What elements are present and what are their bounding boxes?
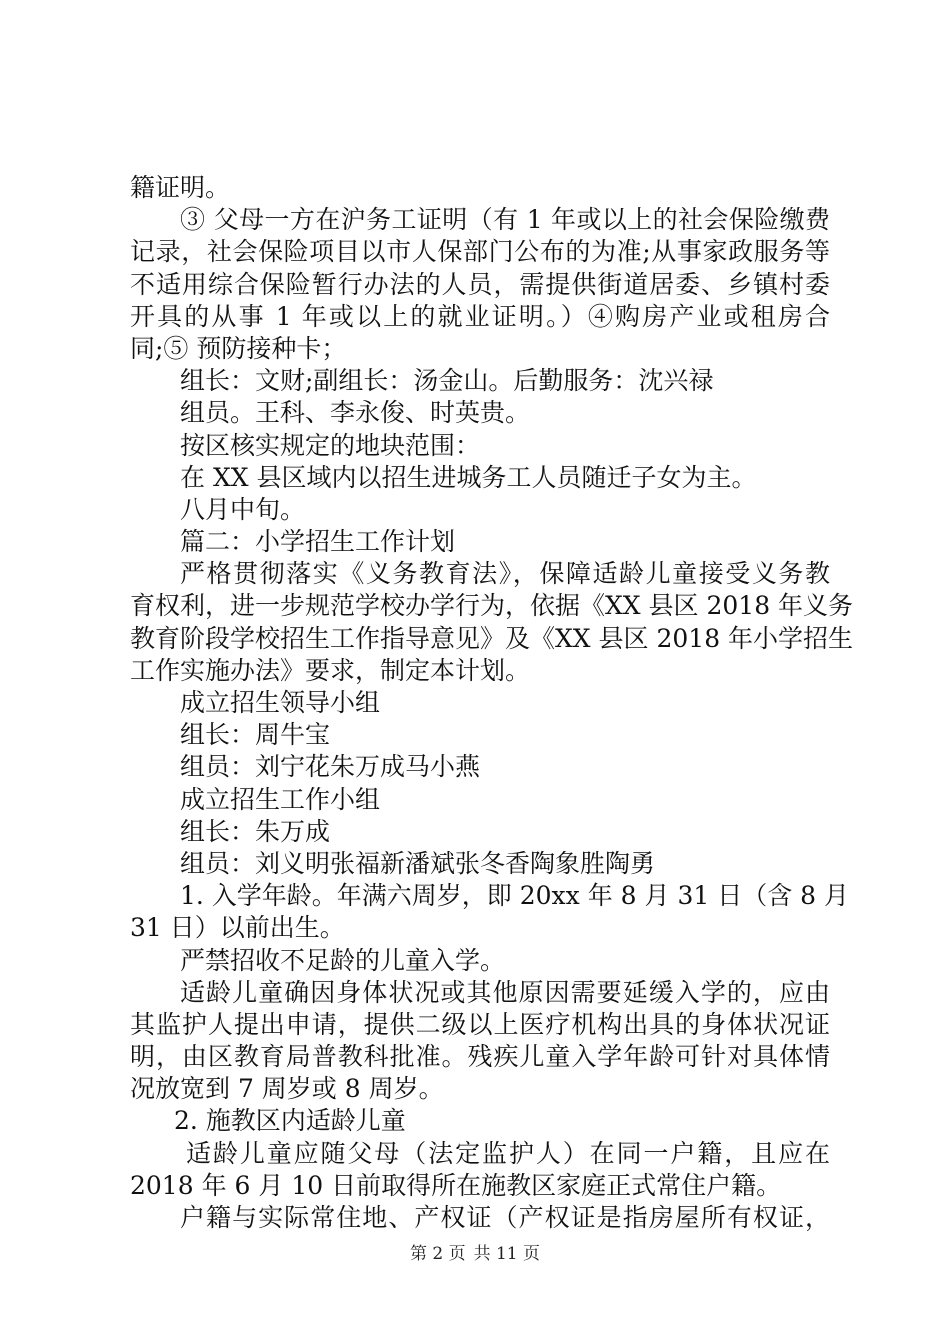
text-line: 2018 年 6 月 10 日前取得所在施教区家庭正式常住户籍。 <box>130 1170 782 1200</box>
text-line: 况放宽到 7 周岁或 8 周岁。 <box>130 1074 444 1104</box>
text-line: 2. 施教区内适龄儿童 <box>174 1106 406 1136</box>
text-line: 不适用综合保险暂行办法的人员，需提供街道居委、乡镇村委 <box>130 269 830 299</box>
page-total: 共 11 页 <box>473 1244 541 1264</box>
text-line: 户籍与实际常住地、产权证（产权证是指房屋所有权证， <box>180 1203 830 1232</box>
text-line: 适龄儿童确因身体状况或其他原因需要延缓入学的，应由 <box>180 977 830 1007</box>
document-body <box>130 172 854 1234</box>
text-line: 组员。王科、李永俊、时英贵。 <box>180 398 531 428</box>
text-line: 育权利，进一步规范学校办学行为，依据《XX 县区 2018 年义务 <box>130 591 854 621</box>
text-line: 严禁招收不足龄的儿童入学。 <box>180 945 506 975</box>
text-line: ③ 父母一方在沪务工证明（有 1 年或以上的社会保险缴费 <box>180 205 830 235</box>
text-line: 成立招生工作小组 <box>180 784 381 814</box>
text-line: 适龄儿童应随父母（法定监护人）在同一户籍，且应在 <box>186 1138 830 1168</box>
text-line: 教育阶段学校招生工作指导意见》及《XX 县区 2018 年小学招生 <box>130 623 854 653</box>
text-line: 记录，社会保险项目以市人保部门公布的为准;从事家政服务等 <box>130 237 830 267</box>
text-line: 工作实施办法》要求，制定本计划。 <box>130 655 531 685</box>
text-line: 组长：文财;副组长：汤金山。后勤服务：沈兴禄 <box>180 366 714 396</box>
text-line: 同;⑤ 预防接种卡； <box>130 333 347 363</box>
text-line: 籍证明。 <box>130 173 231 202</box>
text-line: 明，由区教育局普教科批准。残疾儿童入学年龄可针对具体情 <box>130 1042 830 1072</box>
text-line: 严格贯彻落实《义务教育法》，保障适龄儿童接受义务教 <box>180 559 830 589</box>
text-line: 开具的从事 1 年或以上的就业证明。）④购房产业或租房合 <box>130 301 830 331</box>
text-line: 31 日）以前出生。 <box>130 913 345 943</box>
text-line: 八月中旬。 <box>180 494 306 524</box>
text-line: 组长：朱万成 <box>180 816 331 846</box>
text-line: 组长：周牛宝 <box>180 720 331 750</box>
page-footer <box>0 1242 950 1266</box>
page-number: 第 2 页 <box>409 1244 466 1264</box>
text-line: 在 XX 县区域内以招生进城务工人员随迁子女为主。 <box>180 462 757 492</box>
section-heading: 篇二：小学招生工作计划 <box>180 527 456 557</box>
text-line: 成立招生领导小组 <box>180 688 381 717</box>
text-line: 其监护人提出申请，提供二级以上医疗机构出具的身体状况证 <box>130 1009 830 1039</box>
text-line: 按区核实规定的地块范围： <box>180 430 481 460</box>
text-line: 1. 入学年龄。年满六周岁，即 20xx 年 8 月 31 日（含 8 月 <box>180 881 850 911</box>
text-line: 组员：刘宁花朱万成马小燕 <box>180 752 481 782</box>
text-line: 组员：刘义明张福新潘斌张冬香陶象胜陶勇 <box>180 848 656 878</box>
